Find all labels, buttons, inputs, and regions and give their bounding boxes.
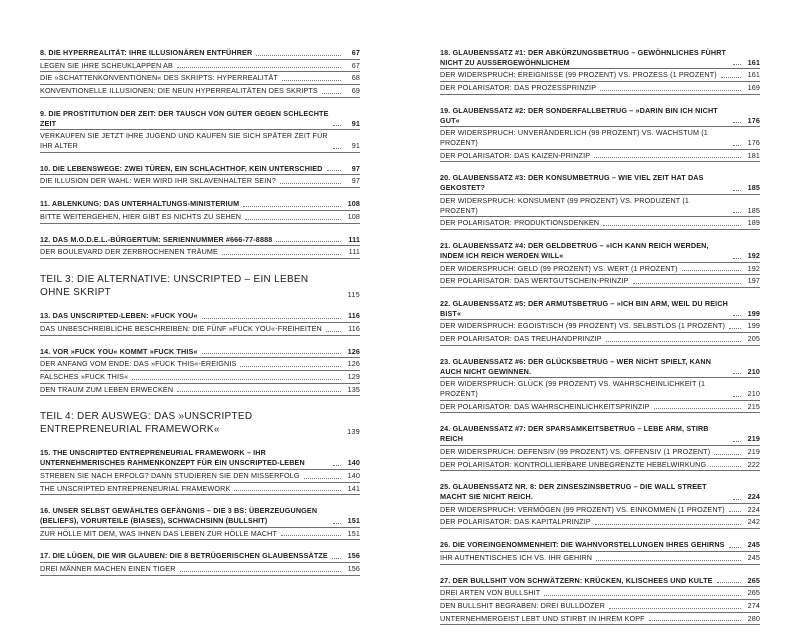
- chapter-title: [40, 46, 360, 59]
- part-title-label: TEIL 4: DER AUSWEG: DAS »UNSCRIPTED ENTREPRENEURIAL FRAMEWORK«: [40, 411, 253, 436]
- page-number: 197: [747, 276, 760, 286]
- dot-leader: [633, 283, 741, 284]
- toc-line-label: DER WIDERSPRUCH: UNVERÄNDERLICH (99 PROZENT) VS. WACHSTUM (1 PROZENT): [440, 128, 708, 148]
- chapter-title-label: 27. DER BULLSHIT VON SCHWÄTZERN: KRÜCKEN, KLISCHEES UND KULTE: [440, 575, 713, 585]
- toc-line: [440, 275, 760, 287]
- dot-leader: [729, 511, 741, 512]
- chapter-title-label: 15. THE UNSCRIPTED ENTREPRENEURIAL FRAMEWORK – IHR UNTERNEHMERISCHES RAHMENKONZEPT FÜR EIN UNSCRIPTED-LEBEN: [40, 448, 305, 468]
- page-number: 67: [351, 60, 360, 70]
- toc-line-label: DER POLARISATOR: DAS WAHRSCHEINLICHKEITSPRINZIP: [440, 401, 650, 411]
- dot-leader: [682, 270, 741, 271]
- chapter-title: [440, 104, 760, 126]
- dot-leader: [326, 331, 341, 332]
- page-number: 115: [347, 289, 360, 299]
- chapter-block: [40, 345, 360, 397]
- left-page: [0, 0, 400, 593]
- page-number: 139: [347, 427, 360, 437]
- toc-line-label: DER WIDERSPRUCH: DEFENSIV (99 PROZENT) VS. OFFENSIV (1 PROZENT): [440, 446, 711, 456]
- chapter-block: [440, 46, 760, 95]
- chapter-title: [440, 297, 760, 319]
- page-number: 161: [747, 57, 760, 67]
- page-number: 176: [747, 115, 760, 125]
- toc-line: [440, 320, 760, 332]
- chapter-block: [40, 162, 360, 188]
- dot-leader: [281, 535, 341, 536]
- dot-leader: [333, 523, 341, 524]
- page-number: 129: [347, 371, 360, 381]
- dot-leader: [333, 465, 341, 466]
- toc-line: [440, 552, 760, 564]
- dot-leader: [649, 620, 741, 621]
- dot-leader: [234, 490, 341, 491]
- part-title-label: TEIL 3: DIE ALTERNATIVE: UNSCRIPTED – EIN LEBEN OHNE SKRIPT: [40, 274, 309, 299]
- page-number: 280: [747, 613, 760, 623]
- chapter-title-label: 26. DIE VOREINGENOMMENHEIT: DIE WAHNVORSTELLUNGEN IHRES GEHIRNS: [440, 540, 725, 550]
- toc-line-label: DER ANFANG VOM ENDE: DAS »FUCK THIS«-EREIGNIS: [40, 359, 237, 369]
- dot-leader: [600, 90, 741, 91]
- toc-line-label: DEN BULLSHIT BEGRABEN: DREI BULLDOZER: [440, 601, 605, 611]
- page-number: 210: [747, 388, 760, 398]
- page-number: 69: [351, 86, 360, 96]
- chapter-title: [440, 574, 760, 587]
- toc-line-label: DAS UNBESCHREIBLICHE BESCHREIBEN: DIE FÜNF »FUCK YOU«-FREIHEITEN: [40, 323, 322, 333]
- chapter-block: [440, 171, 760, 230]
- chapter-block: [40, 549, 360, 575]
- toc-line-label: UNTERNEHMERGEIST LEBT UND STIRBT IN IHREM KOPF: [440, 613, 645, 623]
- chapter-block: [40, 309, 360, 335]
- row-divider: [40, 395, 360, 396]
- toc-line-label: DIE »SCHATTENKONVENTIONEN« DES SKRIPTS: HYPERREALITÄT: [40, 73, 278, 83]
- page-number: 199: [747, 308, 760, 318]
- dot-leader: [733, 441, 741, 442]
- part-title-row: [40, 273, 360, 299]
- toc-line-label: ZUR HÖLLE MIT DEM, WAS IHNEN DAS LEBEN ZUR HÖLLE MACHT: [40, 528, 278, 538]
- page-number: 219: [747, 446, 760, 456]
- chapter-block: [40, 46, 360, 98]
- dot-leader: [594, 157, 741, 158]
- chapter-block: [440, 422, 760, 471]
- toc-line: [440, 150, 760, 162]
- toc-line: [440, 504, 760, 516]
- page-number: 181: [747, 150, 760, 160]
- chapter-title: [40, 504, 360, 526]
- toc-line-label: THE UNSCRIPTED ENTREPRENEURIAL FRAMEWORK: [40, 483, 231, 493]
- row-divider: [440, 624, 760, 625]
- dot-leader: [595, 524, 741, 525]
- dot-leader: [714, 454, 741, 455]
- chapter-block: [440, 297, 760, 346]
- chapter-title-label: 16. UNSER SELBST GEWÄHLTES GEFÄNGNIS – DIE 3 BS: ÜBERZEUGUNGEN (BELIEFS), VORURTEILE (BIASES), SCHWACHSINN (BULLSHIT): [40, 506, 318, 525]
- page-number: 222: [747, 459, 760, 469]
- dot-leader: [177, 391, 341, 392]
- toc-line: [440, 587, 760, 599]
- chapter-title-label: 21. GLAUBENSSATZ #4: DER GELDBETRUG – »ICH KANN REICH WERDEN, INDEM ICH REICH WERDEN WILL«: [440, 241, 709, 260]
- dot-leader: [245, 219, 341, 220]
- chapter-title-label: 14. VOR »FUCK YOU« KOMMT »FUCK THIS«: [40, 346, 198, 356]
- toc-line-label: DIE ILLUSION DER WAHL: WER WIRD IHR SKLAVENHALTER SEIN?: [40, 176, 276, 186]
- dot-leader: [733, 396, 741, 397]
- dot-leader: [733, 315, 741, 316]
- part-heading: [40, 273, 360, 299]
- toc-line-label: DER POLARISATOR: DAS KAIZEN-PRINZIP: [440, 150, 591, 160]
- chapter-title: [440, 46, 760, 68]
- page-number: 161: [747, 70, 760, 80]
- toc-line: [40, 72, 360, 84]
- page-number: 151: [347, 528, 360, 538]
- page-number: 215: [747, 401, 760, 411]
- page-number: 126: [347, 359, 360, 369]
- dot-leader: [304, 478, 341, 479]
- chapter-title-label: 11. ABLENKUNG: DAS UNTERHALTUNGS-MINISTERIUM: [40, 199, 240, 209]
- toc-line: [40, 470, 360, 482]
- toc-line-label: LEGEN SIE IHRE SCHEUKLAPPEN AB: [40, 60, 173, 70]
- toc-line: [40, 528, 360, 540]
- row-divider: [440, 94, 760, 95]
- part-title-row: [40, 410, 360, 436]
- chapter-title: [40, 162, 360, 175]
- chapter-title: [40, 345, 360, 358]
- page-number: 219: [747, 434, 760, 444]
- toc-line: [40, 175, 360, 187]
- page-number: 116: [347, 311, 360, 321]
- dot-leader: [606, 341, 741, 342]
- page-number: 156: [347, 564, 360, 574]
- dot-leader: [322, 93, 341, 94]
- part-heading: [40, 410, 360, 436]
- toc-line: [440, 459, 760, 471]
- row-divider: [40, 494, 360, 495]
- toc-line-label: DER WIDERSPRUCH: VERMÖGEN (99 PROZENT) VS. EINKOMMEN (1 PROZENT): [440, 504, 725, 514]
- page-number: 192: [747, 263, 760, 273]
- chapter-block: [40, 446, 360, 495]
- page-number: 67: [351, 48, 360, 57]
- dot-leader: [733, 190, 741, 191]
- chapter-title: [40, 197, 360, 210]
- page-number: 274: [747, 601, 760, 611]
- toc-line-label: DER WIDERSPRUCH: GLÜCK (99 PROZENT) VS. WAHRSCHEINLICHKEIT (1 PROZENT): [440, 379, 706, 398]
- chapter-block: [440, 480, 760, 529]
- toc-line: [440, 263, 760, 275]
- chapter-title-label: 17. DIE LÜGEN, DIE WIR GLAUBEN: DIE 8 BETRÜGERISCHEN GLAUBENSSÄTZE: [40, 551, 328, 561]
- page-number: 245: [747, 540, 760, 550]
- toc-line-label: DREI ARTEN VON BULLSHIT: [440, 588, 541, 598]
- dot-leader: [544, 595, 741, 596]
- toc-line: [40, 211, 360, 223]
- page-number: 97: [351, 163, 360, 173]
- toc-line: [440, 82, 760, 94]
- page-number: 108: [347, 199, 360, 209]
- page-number: 169: [747, 83, 760, 93]
- chapter-title-label: 13. DAS UNSCRIPTED-LEBEN: »FUCK YOU«: [40, 311, 198, 321]
- chapter-title: [40, 233, 360, 246]
- chapter-title: [440, 538, 760, 551]
- page-number: 185: [747, 183, 760, 193]
- toc-line-label: KONVENTIONELLE ILLUSIONEN: DIE NEUN HYPERREALITÄTEN DES SKRIPTS: [40, 86, 318, 96]
- page-number: 140: [347, 470, 360, 480]
- toc-line: [440, 333, 760, 345]
- chapter-block: [40, 504, 360, 540]
- row-divider: [440, 528, 760, 529]
- chapter-title: [40, 446, 360, 468]
- row-divider: [40, 258, 360, 259]
- chapter-block: [40, 233, 360, 259]
- page-number: 108: [347, 211, 360, 221]
- page-number: 135: [347, 384, 360, 394]
- toc-line: [40, 130, 360, 151]
- page-number: 68: [351, 73, 360, 83]
- dot-leader: [243, 206, 341, 207]
- page-number: 210: [747, 366, 760, 376]
- toc-line-label: DER BOULEVARD DER ZERBROCHENEN TRÄUME: [40, 247, 218, 257]
- toc-line-label: DER WIDERSPRUCH: EREIGNISSE (99 PROZENT) VS. PROZESS (1 PROZENT): [440, 70, 717, 80]
- toc-line: [40, 60, 360, 72]
- dot-leader: [180, 571, 341, 572]
- toc-line-label: FALSCHES »FUCK THIS«: [40, 371, 129, 381]
- page-number: 192: [747, 250, 760, 260]
- row-divider: [440, 470, 760, 471]
- row-divider: [40, 152, 360, 153]
- row-divider: [440, 564, 760, 565]
- page-number: 205: [747, 334, 760, 344]
- page-number: 156: [347, 551, 360, 561]
- page-number: 116: [348, 323, 360, 333]
- toc-line: [40, 563, 360, 575]
- dot-leader: [333, 125, 341, 126]
- toc-line-label: DER WIDERSPRUCH: EGOISTISCH (99 PROZENT) VS. SELBSTLOS (1 PROZENT): [440, 321, 726, 331]
- toc-line: [440, 446, 760, 458]
- dot-leader: [177, 67, 341, 68]
- chapter-title-label: 9. DIE PROSTITUTION DER ZEIT: DER TAUSCH VON GUTER GEGEN SCHLECHTE ZEIT: [40, 108, 329, 128]
- toc-line-label: DER POLARISATOR: DAS WERTGUTSCHEIN-PRINZIP: [440, 276, 629, 286]
- row-divider: [40, 97, 360, 98]
- row-divider: [440, 161, 760, 162]
- chapter-title-label: 8. DIE HYPERREALITÄT: IHRE ILLUSIONÄREN ENTFÜHRER: [40, 48, 253, 57]
- dot-leader: [733, 64, 741, 65]
- chapter-title-label: 25. GLAUBENSSATZ NR. 8: DER ZINSESZINSBETRUG – DIE WALL STREET MACHT SIE NICHT REICH.: [440, 482, 707, 501]
- chapter-title-label: 18. GLAUBENSSATZ #1: DER ABKÜRZUNGSBETRUG – GEWÖHNLICHES FÜHRT NICHT ZU AUSSERGEWÖHNLICHEM: [440, 48, 727, 67]
- page-number: 185: [747, 205, 760, 215]
- dot-leader: [609, 608, 741, 609]
- dot-leader: [710, 466, 741, 467]
- page-number: 189: [747, 218, 760, 228]
- page-number: 126: [347, 346, 360, 356]
- toc-line-label: DER POLARISATOR: DAS PROZESSPRINZIP: [440, 83, 597, 93]
- row-divider: [40, 575, 360, 576]
- chapter-title: [440, 355, 760, 377]
- toc-line: [440, 69, 760, 81]
- toc-line: [440, 378, 760, 399]
- chapter-block: [440, 538, 760, 564]
- toc-line-label: IHR AUTHENTISCHES ICH VS. IHR GEHIRN: [440, 552, 593, 562]
- toc-line: [440, 613, 760, 625]
- toc-line-label: DER POLARISATOR: PRODUKTIONSDENKEN: [440, 218, 600, 228]
- chapter-title: [440, 422, 760, 444]
- dot-leader: [733, 212, 741, 213]
- row-divider: [40, 187, 360, 188]
- toc-line-label: DER POLARISATOR: DAS KAPITALPRINZIP: [440, 517, 591, 527]
- chapter-title-label: 22. GLAUBENSSATZ #5: DER ARMUTSBETRUG – »ICH BIN ARM, WEIL DU REICH BIST«: [440, 298, 728, 318]
- chapter-title: [440, 239, 760, 261]
- row-divider: [440, 229, 760, 230]
- toc-line-label: DER POLARISATOR: KONTROLLIERBARE UNBEGRENZTE HEBELWIRKUNG: [440, 459, 707, 469]
- dot-leader: [729, 547, 741, 548]
- dot-leader: [721, 77, 741, 78]
- dot-leader: [280, 183, 341, 184]
- page-number: 224: [747, 492, 760, 501]
- row-divider: [440, 412, 760, 413]
- chapter-title-label: 10. DIE LEBENSWEGE: ZWEI TÜREN, EIN SCHLACHTHOF, KEIN UNTERSCHIED: [40, 163, 323, 173]
- dot-leader: [222, 254, 341, 255]
- page-number: 242: [747, 517, 760, 527]
- dot-leader: [240, 366, 341, 367]
- dot-leader: [654, 408, 741, 409]
- toc-line-label: DEN TRAUM ZUM LEBEN ERWECKEN: [40, 384, 174, 394]
- toc-line: [440, 401, 760, 413]
- toc-line: [40, 358, 360, 370]
- dot-leader: [717, 582, 741, 583]
- page-number: 141: [347, 483, 360, 493]
- dot-leader: [733, 258, 741, 259]
- chapter-block: [440, 104, 760, 163]
- dot-leader: [202, 318, 341, 319]
- row-divider: [440, 345, 760, 346]
- dot-leader: [333, 148, 341, 149]
- toc-line-label: DER WIDERSPRUCH: KONSUMENT (99 PROZENT) VS. PRODUZENT (1 PROZENT): [440, 195, 690, 215]
- chapter-title-label: 12. DAS M.O.D.E.L.-BÜRGERTUM: SERIENNUMMER #666-77-8888: [40, 234, 273, 244]
- toc-line: [440, 127, 760, 148]
- chapter-block: [440, 574, 760, 626]
- dot-leader: [596, 560, 741, 561]
- toc-line: [40, 483, 360, 495]
- dot-leader: [132, 379, 341, 380]
- page-number: 111: [348, 234, 360, 244]
- toc-line: [40, 323, 360, 335]
- page-number: 140: [347, 458, 360, 468]
- dot-leader: [733, 499, 741, 500]
- dot-leader: [733, 122, 741, 123]
- page-number: 91: [351, 118, 360, 128]
- left-toc-column: [40, 46, 360, 585]
- toc-line: [440, 195, 760, 216]
- toc-line-label: STREBEN SIE NACH ERFOLG? DANN STUDIEREN SIE DEN MISSERFOLG: [40, 470, 300, 480]
- row-divider: [40, 223, 360, 224]
- toc-line-label: VERKAUFEN SIE JETZT IHRE JUGEND UND KAUFEN SIE SICH SPÄTER ZEIT FÜR IHR ALTER: [40, 131, 328, 151]
- toc-line: [440, 600, 760, 612]
- toc-line-label: DREI MÄNNER MACHEN EINEN TIGER: [40, 564, 176, 574]
- row-divider: [40, 539, 360, 540]
- page-number: 265: [747, 588, 760, 598]
- dot-leader: [256, 55, 341, 56]
- toc-line-label: DER WIDERSPRUCH: GELD (99 PROZENT) VS. WERT (1 PROZENT): [440, 263, 678, 273]
- toc-line: [40, 85, 360, 97]
- dot-leader: [202, 353, 341, 354]
- chapter-block: [40, 107, 360, 153]
- toc-line: [440, 516, 760, 528]
- page-number: 199: [747, 321, 760, 331]
- dot-leader: [327, 170, 341, 171]
- page-number: 245: [747, 552, 760, 562]
- row-divider: [440, 287, 760, 288]
- chapter-title-label: 23. GLAUBENSSATZ #6: DER GLÜCKSBETRUG – WER NICHT SPIELT, KANN AUCH NICHT GEWINNEN.: [440, 356, 712, 376]
- dot-leader: [282, 80, 341, 81]
- chapter-block: [440, 355, 760, 414]
- chapter-block: [40, 197, 360, 223]
- page-number: 151: [347, 515, 360, 525]
- page-number: 91: [351, 141, 360, 151]
- dot-leader: [332, 558, 341, 559]
- chapter-title-label: 19. GLAUBENSSATZ #2: DER SONDERFALLBETRUG – »DARIN BIN ICH NICHT GUT«: [440, 105, 718, 125]
- page-number: 176: [747, 138, 760, 148]
- toc-line-label: DER POLARISATOR: DAS TREUHANDPRINZIP: [440, 334, 602, 344]
- toc-line: [40, 384, 360, 396]
- dot-leader: [729, 328, 741, 329]
- chapter-title: [440, 171, 760, 193]
- chapter-title: [40, 549, 360, 562]
- dot-leader: [733, 145, 741, 146]
- chapter-title-label: 24. GLAUBENSSATZ #7: DER SPARSAMKEITSBETRUG – LEBE ARM, STIRB REICH: [440, 424, 709, 444]
- dot-leader: [276, 241, 341, 242]
- toc-line: [440, 217, 760, 229]
- chapter-block: [440, 239, 760, 288]
- chapter-title: [440, 480, 760, 502]
- dot-leader: [603, 225, 741, 226]
- page-number: 224: [747, 504, 760, 514]
- page-number: 265: [747, 575, 760, 585]
- chapter-title: [40, 107, 360, 129]
- row-divider: [40, 335, 360, 336]
- page-number: 97: [351, 176, 360, 186]
- chapter-title-label: 20. GLAUBENSSATZ #3: DER KONSUMBETRUG – WIE VIEL ZEIT HAT DAS GEKOSTET?: [440, 173, 704, 193]
- right-page: [400, 0, 800, 623]
- toc-line: [40, 371, 360, 383]
- toc-line-label: BITTE WEITERGEHEN, HIER GIBT ES NICHTS ZU SEHEN: [40, 211, 242, 221]
- right-toc-column: [440, 46, 760, 634]
- dot-leader: [733, 373, 741, 374]
- chapter-title: [40, 309, 360, 322]
- toc-line: [40, 246, 360, 258]
- page-number: 111: [348, 247, 360, 257]
